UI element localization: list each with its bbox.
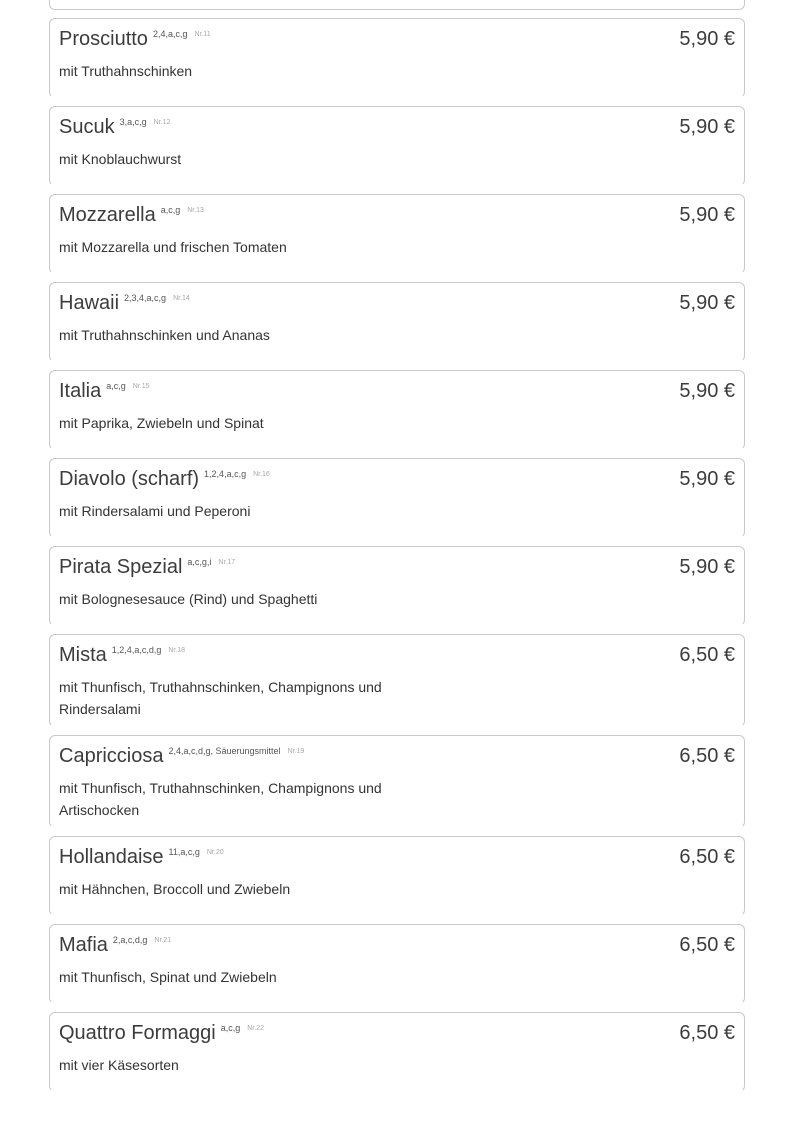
menu-item-card-partial [49,0,745,10]
menu-item-header [59,643,185,667]
menu-item-allergens: a,c,g [220,1023,241,1033]
menu-item-card[interactable] [49,634,745,727]
menu-item-allergens: 1,2,4,a,c,d,g [111,645,162,655]
menu-item-card[interactable] [49,282,745,362]
menu-item-number: Nr.17 [218,559,236,566]
menu-item-name: Hollandaise [59,846,164,868]
menu-item-header [59,379,150,403]
menu-item-card[interactable] [49,194,745,274]
menu-item-allergens: 2,a,c,d,g [112,935,148,945]
menu-item-name: Pirata Spezial [59,556,183,578]
menu-item-header [59,203,204,227]
menu-item-allergens: 1,2,4,a,c,g [204,469,247,479]
menu-item-price: 6,50 € [679,644,735,666]
menu-item-allergens: 2,4,a,c,d,g, Säuerungsmittel [168,746,281,756]
menu-item-name: Diavolo (scharf) [59,468,200,490]
menu-item-price: 6,50 € [679,846,735,868]
menu-item-number: Nr.15 [132,383,150,390]
menu-item-description: mit Truthahnschinken und Ananas [59,327,270,343]
menu-item-header [59,115,170,139]
menu-item-allergens: a,c,g [106,381,126,391]
menu-item-number: Nr.20 [206,849,224,856]
menu-item-card[interactable] [49,546,745,626]
menu-item-card[interactable] [49,1012,745,1092]
menu-item-number: Nr.14 [173,295,190,302]
menu-item-header [59,467,270,491]
menu-item-price: 5,90 € [679,116,735,138]
menu-item-card[interactable] [49,458,745,538]
menu-item-name: Mista [59,644,107,666]
menu-item-number: Nr.18 [168,647,186,654]
menu-item-name: Quattro Formaggi [59,1022,216,1044]
menu-item-description: mit Thunfisch, Spinat und Zwiebeln [59,969,277,985]
menu-item-card[interactable] [49,18,745,98]
menu-item-name: Capricciosa [59,745,164,767]
menu-item-allergens: a,c,g [160,205,181,215]
menu-item-header [59,933,171,957]
menu-item-price: 6,50 € [679,1022,735,1044]
menu-item-description: mit Truthahnschinken [59,63,193,79]
menu-item-number: Nr.22 [247,1025,264,1032]
menu-item-description: mit Paprika, Zwiebeln und Spinat [59,415,264,431]
menu-item-number: Nr.11 [194,31,211,38]
menu-item-price: 5,90 € [679,380,735,402]
menu-item-price: 5,90 € [679,28,735,50]
menu-item-header [59,291,190,315]
menu-item-description: mit Mozzarella und frischen Tomaten [59,239,287,255]
menu-item-name: Mozzarella [59,204,156,226]
menu-item-number: Nr.19 [287,748,305,755]
menu-item-price: 6,50 € [679,745,735,767]
menu-item-card[interactable] [49,106,745,186]
menu-item-number: Nr.12 [153,119,171,126]
menu-item-name: Hawaii [59,292,120,314]
menu-item-header [59,27,211,51]
menu-item-number: Nr.21 [154,937,172,944]
menu-item-header [59,555,235,579]
menu-item-card[interactable] [49,836,745,916]
menu-item-allergens: 3,a,c,g [119,117,147,127]
menu-item-description: mit Thunfisch, Truthahnschinken, Champignons und Rindersalami [59,679,382,717]
menu-item-number: Nr.13 [187,207,204,214]
menu-item-header [59,845,224,869]
menu-item-price: 5,90 € [679,204,735,226]
menu-item-allergens: 2,4,a,c,g [152,29,188,39]
menu-item-price: 6,50 € [679,934,735,956]
menu-item-description: mit Thunfisch, Truthahnschinken, Champignons und Artischocken [59,780,382,818]
menu-item-allergens: a,c,g,i [187,557,212,567]
menu-item-description: mit vier Käsesorten [59,1057,179,1073]
menu-item-description: mit Knoblauchwurst [59,151,182,167]
menu-item-description: mit Bolognesesauce (Rind) und Spaghetti [59,591,318,607]
menu-item-name: Sucuk [59,116,115,138]
menu-item-number: Nr.16 [253,471,270,478]
menu-item-card[interactable] [49,924,745,1004]
menu-item-price: 5,90 € [679,556,735,578]
menu-item-allergens: 2,3,4,a,c,g [124,293,167,303]
menu-item-allergens: 11,a,c,g [168,847,200,857]
menu-item-description: mit Hähnchen, Broccoll und Zwiebeln [59,881,291,897]
menu-item-card[interactable] [49,370,745,450]
menu-item-price: 5,90 € [679,292,735,314]
menu-item-header [59,1021,264,1045]
menu-item-name: Italia [59,380,102,402]
menu-item-name: Mafia [59,934,108,956]
menu-item-description: mit Rindersalami und Peperoni [59,503,251,519]
menu-item-card[interactable] [49,735,745,828]
menu-item-price: 5,90 € [679,468,735,490]
menu-item-header [59,744,304,768]
menu-item-name: Prosciutto [59,28,148,50]
